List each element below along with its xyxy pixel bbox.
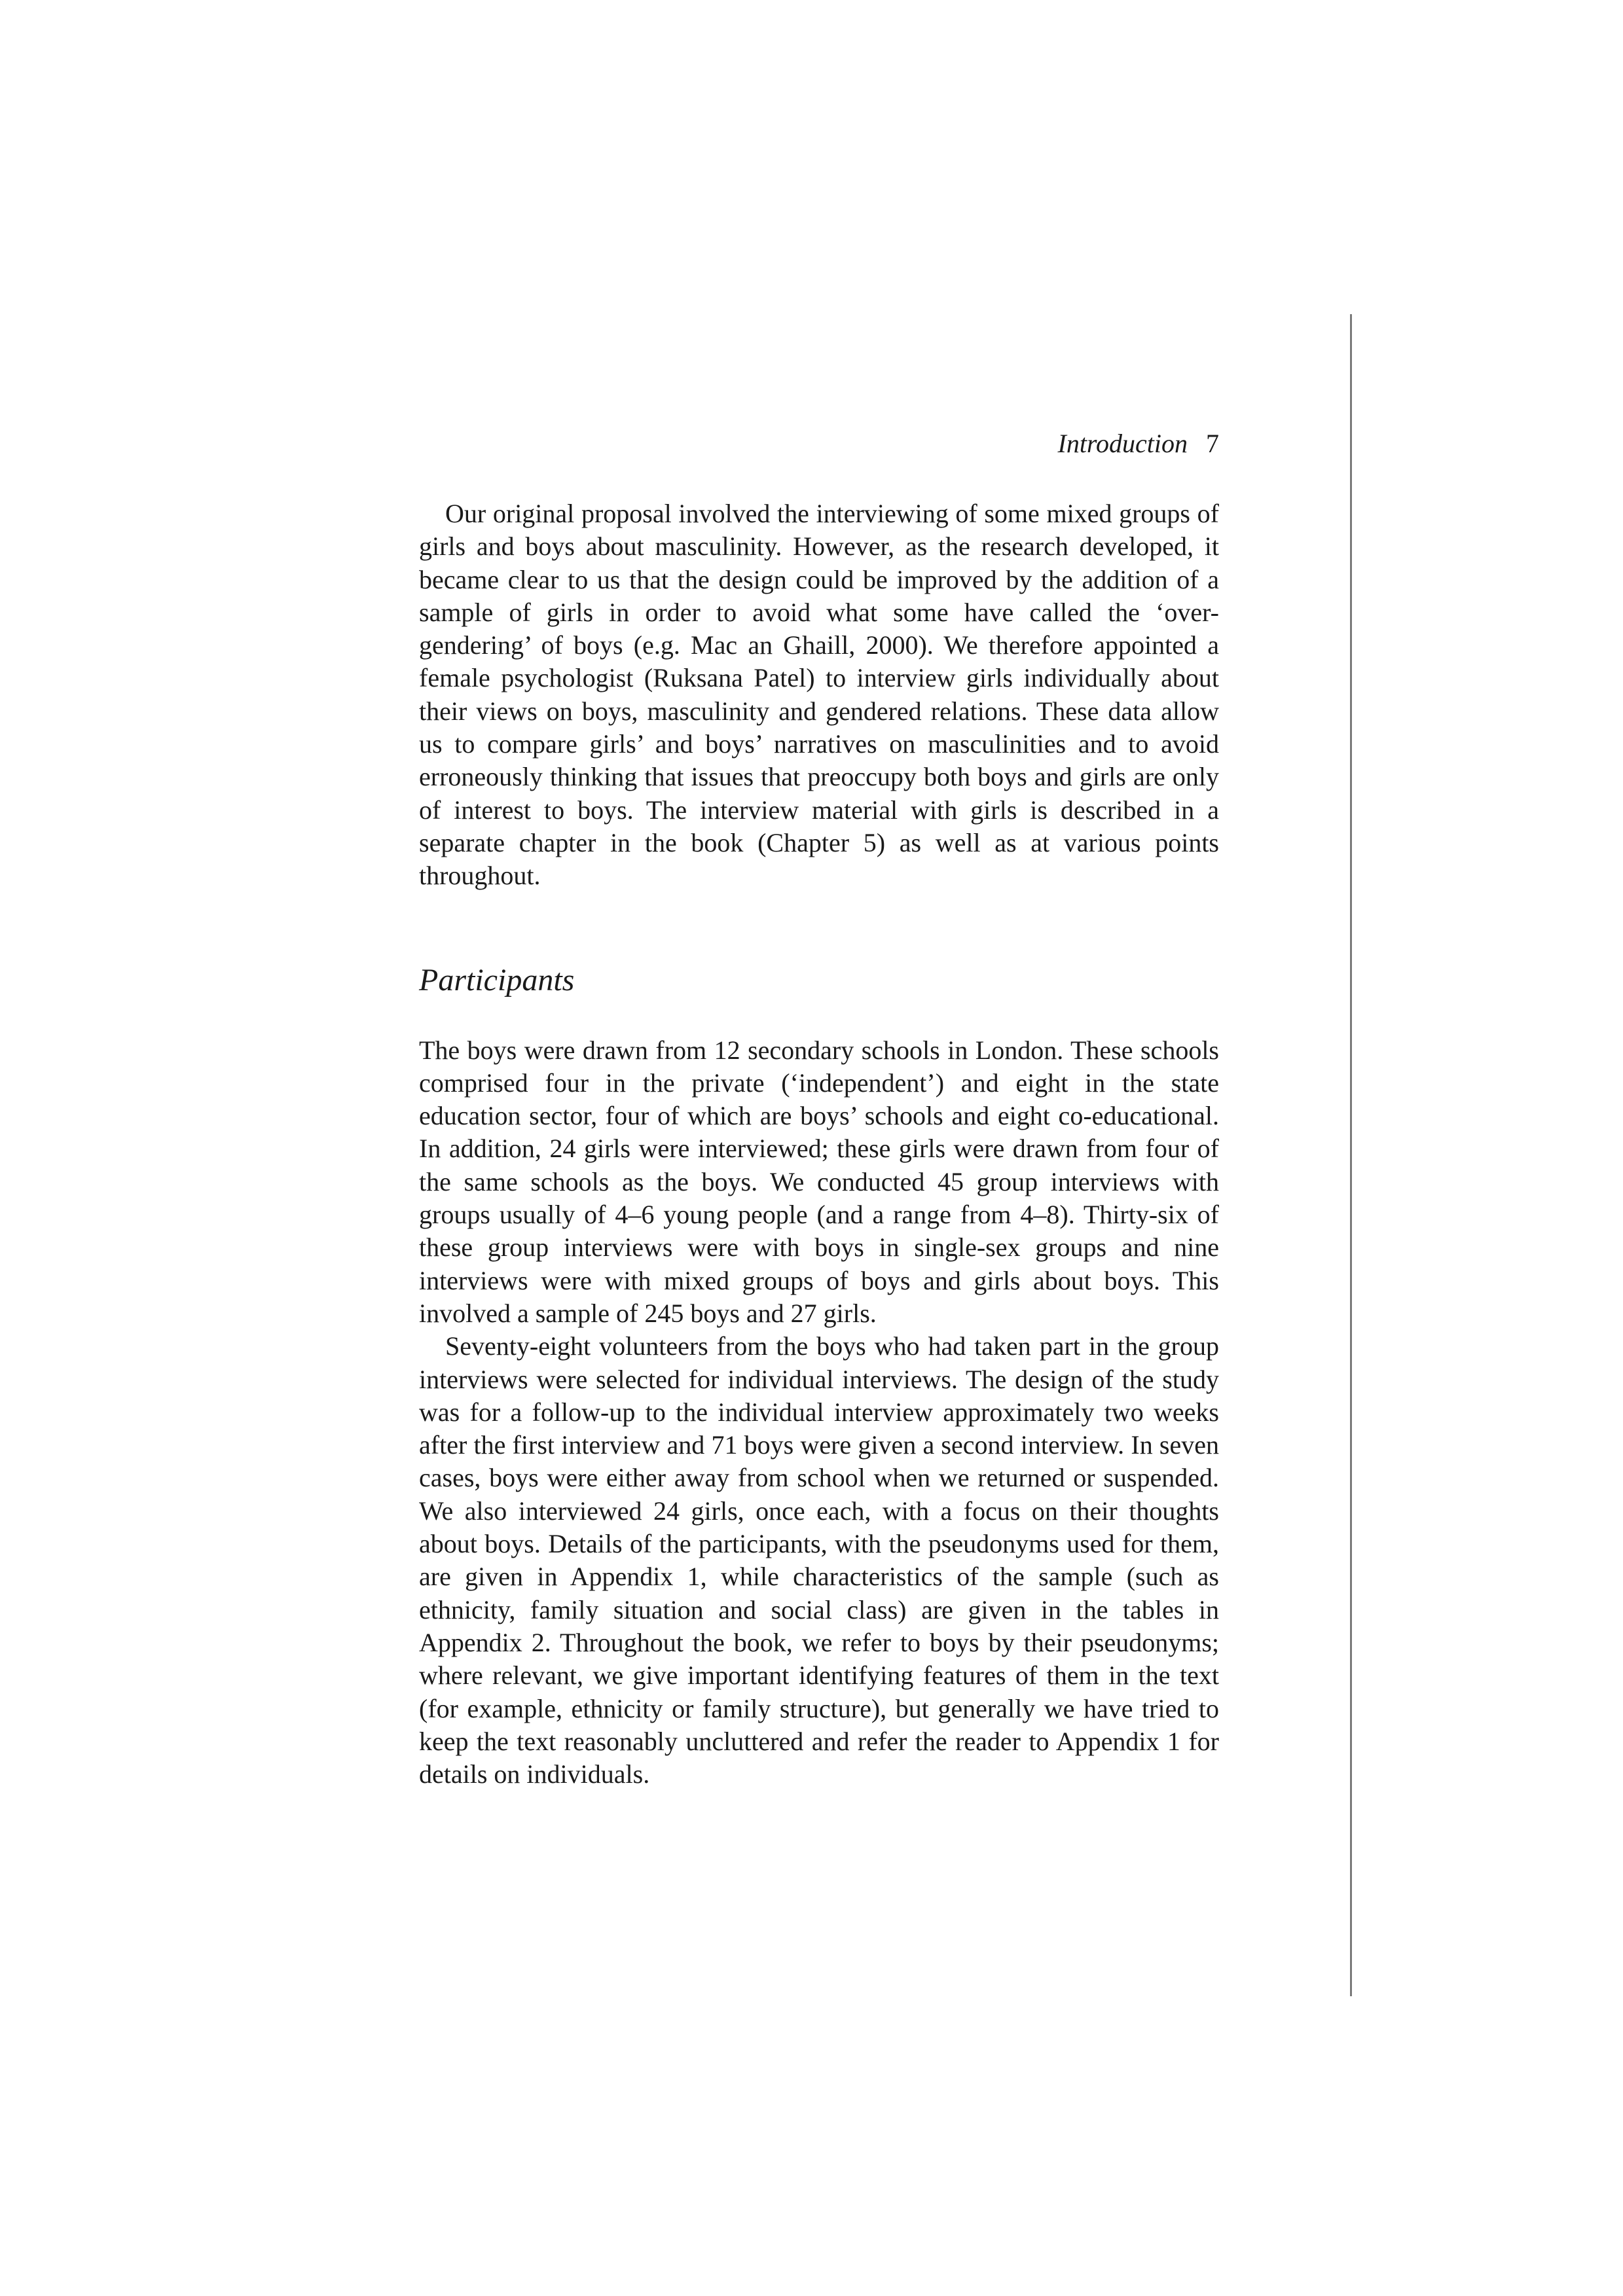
running-head-title: Introduction <box>1057 429 1188 458</box>
participants-paragraph-1: The boys were drawn from 12 secondary schools in London. These schools comprised four in the private (‘independent’) and eight in the state education sector, four of which are boys’ schools and eight co-educational. In addition, 24 girls were interviewed; these girls were drawn from four of the same schools as the boys. We conducted 45 group interviews with groups usually of 4–6 young people (and a range from 4–8). Thirty-six of these group interviews were with boys in single-sex groups and nine interviews were with mixed groups of boys and girls about boys. This involved a sample of 245 boys and 27 girls. <box>419 1035 1219 1328</box>
running-head <box>419 425 1219 462</box>
section-heading-participants: Participants <box>419 962 575 997</box>
body-text <box>419 497 1219 1791</box>
page-number: 7 <box>1206 429 1219 458</box>
page-trim-line <box>1350 314 1352 1996</box>
participants-paragraph-2: Seventy-eight volunteers from the boys who had taken part in the group interviews were selected for individual interviews. The design of the study was for a follow-up to the individual interview approximately two weeks after the first interview and 71 boys were given a second interview. In seven cases, boys were either away from school when we returned or suspended. We also interviewed 24 girls, once each, with a focus on their thoughts about boys. Details of the participants, with the pseudonyms used for them, are given in Appendix 1, while characteristics of the sample (such as ethnicity, family situation and social class) are given in the tables in Appendix 2. Throughout the book, we refer to boys by their pseudonyms; where relevant, we give important identifying features of them in the text (for example, ethnicity or family structure), but generally we have tried to keep the text reasonably uncluttered and refer the reader to Appendix 1 for details on individuals. <box>419 1331 1219 1789</box>
intro-paragraph: Our original proposal involved the interviewing of some mixed groups of girls and boys about masculinity. However, as the research developed, it became clear to us that the design could be improved by the addition of a sample of girls in order to avoid what some have called the ‘over-gendering’ of boys (e.g. Mac an Ghaill, 2000). We therefore appointed a female psychologist (Ruksana Patel) to interview girls individually about their views on boys, masculinity and gendered relations. These data allow us to compare girls’ and boys’ narratives on masculinities and to avoid erroneously thinking that issues that preoccupy both boys and girls are only of interest to boys. The interview material with girls is described in a separate chapter in the book (Chapter 5) as well as at various points throughout. <box>419 499 1219 891</box>
